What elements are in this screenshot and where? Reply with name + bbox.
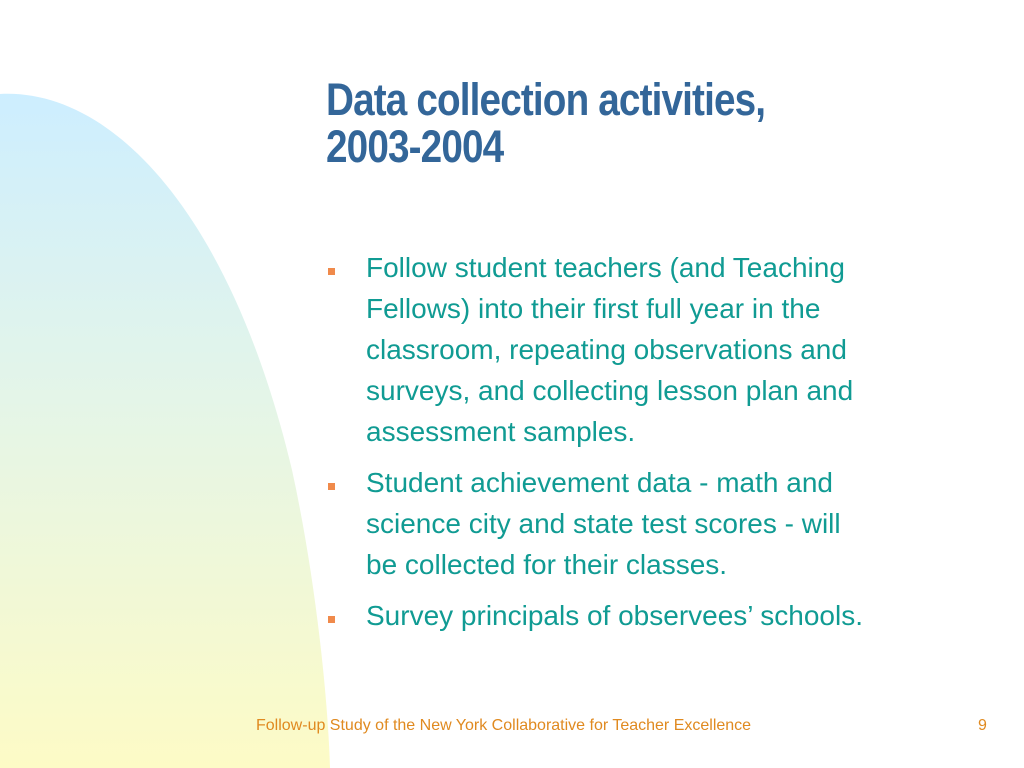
bullet-item	[326, 462, 986, 585]
bullet-item	[326, 595, 986, 636]
square-bullet-icon	[328, 483, 335, 490]
bullet-text-line: Follow student teachers (and Teaching	[366, 252, 845, 283]
slide-title-line-2: 2003-2004	[326, 121, 504, 172]
bullet-text-line: be collected for their classes.	[366, 549, 728, 580]
slide-title-line-1: Data collection activities,	[326, 74, 766, 125]
bullet-text-line: assessment samples.	[366, 416, 636, 447]
bullet-text-line: Survey principals of observees’ schools.	[366, 600, 863, 631]
page-number: 9	[978, 717, 987, 734]
bullet-item	[326, 247, 986, 452]
bullet-text-line: classroom, repeating observations and	[366, 334, 847, 365]
square-bullet-icon	[328, 616, 335, 623]
bullet-list	[326, 247, 986, 646]
bullet-text-line: science city and state test scores - will	[366, 508, 841, 539]
slide-title	[326, 76, 911, 170]
bullet-text-line: Student achievement data - math and	[366, 467, 833, 498]
bullet-text-line: surveys, and collecting lesson plan and	[366, 375, 854, 406]
footer-text: Follow-up Study of the New York Collaborative for Teacher Excellence	[256, 717, 752, 734]
square-bullet-icon	[328, 268, 335, 275]
bullet-text-line: Fellows) into their first full year in the	[366, 293, 821, 324]
